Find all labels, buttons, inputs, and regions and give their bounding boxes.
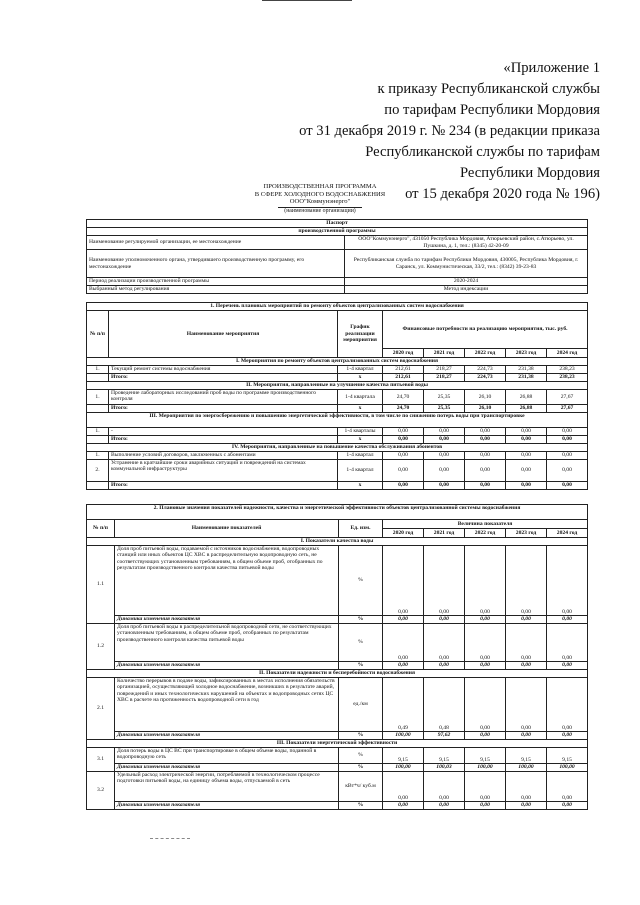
row-name: Доля проб питьевой воды, подаваемой с источников водоснабжения, водопроводных станций или иных объектов ЦС ХВС в распределительную водопроводную сеть, не соответствующих установленным требованиям, в общем объеме проб, отобранных по результатам производственного контроля качества питьевой воды — [115, 546, 339, 616]
row-value: 0,00 — [506, 452, 547, 460]
year-header: 2022 год — [465, 529, 506, 538]
row-value: 0,00 — [424, 460, 465, 482]
dynamics-value: 0,00 — [465, 732, 506, 740]
year-header: 2024 год — [547, 529, 588, 538]
group-title: IV. Мероприятия, направленные на повышение качества обслуживания абонентов — [87, 444, 588, 452]
table-row — [87, 460, 588, 482]
row-value: 224,73 — [465, 366, 506, 374]
dynamics-label: Динамика изменения показателя — [115, 662, 339, 670]
row-unit: ед./км — [339, 678, 383, 732]
passport-value: Метод индексации — [345, 286, 588, 294]
total-value: 238,23 — [547, 374, 588, 382]
row-value: 0,00 — [383, 428, 424, 436]
dynamics-row — [87, 764, 588, 772]
row-name: Доля потерь воды в ЦС ВС при транспортировке в общем объеме воды, поданной в водопроводную сеть — [115, 748, 339, 764]
row-schedule: 1-4 квартала — [338, 390, 383, 405]
total-value: 24,70 — [383, 405, 424, 413]
row-value: 0,00 — [506, 546, 547, 616]
total-label: Итого: — [109, 436, 338, 444]
total-row — [87, 436, 588, 444]
total-value: 0,00 — [383, 482, 424, 490]
dynamics-value: 0,00 — [383, 616, 424, 624]
dynamics-value: 0,00 — [547, 662, 588, 670]
year-header: 2023 год — [506, 529, 547, 538]
dynamics-unit: % — [339, 616, 383, 624]
dynamics-row — [87, 802, 588, 810]
total-row — [87, 374, 588, 382]
row-schedule: 1-4 квартал — [338, 460, 383, 482]
row-value: 0,00 — [465, 452, 506, 460]
row-unit: % — [339, 748, 383, 764]
row-value: 0,00 — [506, 460, 547, 482]
col-finance-header: Финансовые потребности на реализацию мероприятия, тыс. руб. — [383, 311, 588, 349]
total-row — [87, 405, 588, 413]
group-title: III. Мероприятия по энергосбережению и повышению энергетической эффективности, в том числе по снижению потерь воды при транспортировке — [87, 413, 588, 428]
total-label: Итого: — [109, 405, 338, 413]
scan-edge-mark — [262, 0, 352, 3]
row-value: 25,35 — [424, 390, 465, 405]
col-measure-header: Наименование мероприятия — [109, 311, 338, 358]
row-value: 212,61 — [383, 366, 424, 374]
passport-label: Выбранный метод регулирования — [87, 286, 345, 294]
program-title-line2: В СФЕРЕ ХОЛОДНОГО ВОДОСНАБЖЕНИЯ — [254, 190, 386, 198]
row-number: 3.1 — [87, 748, 115, 772]
dynamics-unit: % — [339, 732, 383, 740]
row-value: 0,49 — [383, 678, 424, 732]
total-schedule: х — [338, 374, 383, 382]
row-value: 0,00 — [547, 772, 588, 802]
dynamics-label: Динамика изменения показателя — [115, 764, 339, 772]
group-title: III. Показатели энергетической эффективности — [87, 740, 588, 748]
row-value: 9,15 — [547, 748, 588, 764]
row-value: 9,15 — [424, 748, 465, 764]
row-value: 9,15 — [506, 748, 547, 764]
group-title: II. Показатели надежности и бесперебойности водоснабжения — [87, 670, 588, 678]
table-row — [87, 748, 588, 764]
row-number: 2. — [87, 460, 109, 482]
total-value: 0,00 — [506, 436, 547, 444]
total-value: 0,00 — [506, 482, 547, 490]
row-value: 0,00 — [465, 772, 506, 802]
row-value: 218,27 — [424, 366, 465, 374]
row-number: 2.1 — [87, 678, 115, 740]
dynamics-row — [87, 616, 588, 624]
year-header: 2023 год — [506, 349, 547, 358]
year-header: 2020 год — [383, 349, 424, 358]
dynamics-value: 100,00 — [383, 732, 424, 740]
header-line: «Приложение 1 — [503, 60, 600, 76]
dynamics-value: 0,00 — [383, 802, 424, 810]
section2-title: 2. Плановые значения показателей надежности, качества и энергетической эффективности объектов централизованной системы водоснабжения — [87, 505, 588, 520]
row-number: 3.2 — [87, 772, 115, 810]
row-value: 9,15 — [465, 748, 506, 764]
table-row — [87, 678, 588, 732]
row-number: 1. — [87, 366, 109, 374]
dynamics-unit: % — [339, 764, 383, 772]
total-value: 0,00 — [465, 482, 506, 490]
year-header: 2022 год — [465, 349, 506, 358]
dynamics-value: 0,00 — [424, 662, 465, 670]
row-schedule: 1-4 квартал — [338, 452, 383, 460]
row-name: Удельный расход электрической энергии, потребляемой в технологическом процессе подготовки питьевой воды, на единицу объема воды, отпускаемой в сеть — [115, 772, 339, 802]
total-schedule: х — [338, 436, 383, 444]
table-row — [87, 428, 588, 436]
total-value: 218,27 — [424, 374, 465, 382]
passport-table — [86, 219, 588, 294]
table-row — [87, 546, 588, 616]
header-line: от 15 декабря 2020 года № 196) — [405, 186, 600, 202]
dynamics-value: 0,00 — [547, 802, 588, 810]
dynamics-value: 100,00 — [465, 764, 506, 772]
row-value: 0,00 — [424, 772, 465, 802]
row-name: - — [109, 428, 338, 436]
table-row — [87, 772, 588, 802]
row-value: 0,48 — [424, 678, 465, 732]
row-name: Проведение лабораторных исследований проб воды по программе производственного контроля — [109, 390, 338, 405]
dynamics-label: Динамика изменения показателя — [115, 732, 339, 740]
row-value: 0,00 — [424, 452, 465, 460]
total-row — [87, 482, 588, 490]
group-title: I. Показатели качества воды — [87, 538, 588, 546]
total-value: 0,00 — [424, 482, 465, 490]
row-value: 0,00 — [547, 460, 588, 482]
dynamics-value: 100,03 — [424, 764, 465, 772]
dynamics-value: 100,00 — [547, 764, 588, 772]
program-org-caption: (наименование организации) — [278, 207, 361, 216]
row-number: 1. — [87, 452, 109, 460]
row-value: 0,00 — [506, 678, 547, 732]
row-name: Доля проб питьевой воды в распределительной водопроводной сети, не соответствующих установленным требованиям, в общем объеме проб, отобранных по результатам производственного контроля качества питьевой воды — [115, 624, 339, 662]
year-header: 2024 год — [547, 349, 588, 358]
row-value: 0,00 — [465, 678, 506, 732]
col-unit-header: Ед. изм. — [339, 520, 383, 538]
header-line: по тарифам Республики Мордовия — [384, 102, 600, 118]
year-header: 2020 год — [383, 529, 424, 538]
header-line: Республиканской службы по тарифам — [365, 144, 600, 160]
row-unit: кВт*ч/ куб.м — [339, 772, 383, 802]
total-value: 0,00 — [383, 436, 424, 444]
passport-title: Паспорт — [87, 220, 588, 228]
row-number: 1.1 — [87, 546, 115, 624]
dynamics-value: 0,00 — [424, 802, 465, 810]
dynamics-value: 0,00 — [465, 616, 506, 624]
table-row — [87, 452, 588, 460]
row-value: 0,00 — [424, 428, 465, 436]
row-value: 0,00 — [424, 624, 465, 662]
dynamics-value: 97,62 — [424, 732, 465, 740]
indicators-table — [86, 504, 588, 810]
row-value: 0,00 — [383, 460, 424, 482]
dynamics-value: 0,00 — [506, 662, 547, 670]
col-indicator-header: Наименование показателей — [115, 520, 339, 538]
total-schedule: х — [338, 405, 383, 413]
dynamics-value: 0,00 — [465, 662, 506, 670]
dynamics-label: Динамика изменения показателя — [115, 802, 339, 810]
row-name: Выполнение условий договоров, заключенных с абонентами — [109, 452, 338, 460]
dynamics-label: Динамика изменения показателя — [115, 616, 339, 624]
total-label: Итого: — [109, 482, 338, 490]
row-value: 0,00 — [547, 546, 588, 616]
row-value: 238,23 — [547, 366, 588, 374]
total-value: 25,35 — [424, 405, 465, 413]
passport-value: Республиканская служба по тарифам Республики Мордовия, 430005, Республика Мордовия, г. Саранск, ул. Коммунистическая, 33/2, тел.: (8342) 39-23-83 — [345, 250, 588, 278]
col-number-header: № п/п — [87, 520, 115, 538]
passport-subtitle: производственной программы — [87, 228, 588, 236]
group-title: I. Мероприятия по ремонту объектов централизованных систем водоснабжения — [87, 358, 588, 366]
total-value: 224,73 — [465, 374, 506, 382]
dynamics-row — [87, 662, 588, 670]
row-value: 0,00 — [383, 772, 424, 802]
row-value: 0,00 — [465, 546, 506, 616]
passport-label: Наименование регулируемой организации, ее местонахождение — [87, 236, 345, 250]
dynamics-unit: % — [339, 662, 383, 670]
total-value: 212,61 — [383, 374, 424, 382]
passport-label: Наименование уполномоченного органа, утвердившего производственную программу, его местонахождение — [87, 250, 345, 278]
repair-measures-table — [86, 302, 588, 490]
header-line: к приказу Республиканской службы — [377, 81, 600, 97]
total-schedule: х — [338, 482, 383, 490]
row-value: 0,00 — [383, 546, 424, 616]
program-title-line1: ПРОИЗВОДСТВЕННАЯ ПРОГРАММА — [263, 183, 377, 190]
row-value: 0,00 — [547, 428, 588, 436]
row-name: Устранение в кратчайшие сроки аварийных ситуаций и повреждений на системах коммунальной инфраструктуры — [109, 460, 338, 482]
dynamics-value: 0,00 — [465, 802, 506, 810]
row-value: 0,00 — [506, 772, 547, 802]
total-value: 0,00 — [547, 436, 588, 444]
table-row — [87, 624, 588, 662]
row-value: 0,00 — [547, 624, 588, 662]
total-value: 0,00 — [547, 482, 588, 490]
row-value: 0,00 — [506, 428, 547, 436]
row-value: 26,88 — [506, 390, 547, 405]
row-name: Текущий ремонт системы водоснабжения — [109, 366, 338, 374]
passport-value: ООО"Коммунэнерго", 431050 Республика Мордовия, Атюрьевский район, с.Атюрьево, ул. Пушкина, д. 1, тел.: (8345) 42-20-09 — [345, 236, 588, 250]
program-org: ООО"Коммунэнерго" — [289, 198, 351, 206]
section1-title: 1. Перечень плановых мероприятий по ремонту объектов централизованных систем водоснабжения — [87, 303, 588, 311]
total-value: 26,10 — [465, 405, 506, 413]
table-row — [87, 390, 588, 405]
row-value: 27,67 — [547, 390, 588, 405]
row-unit: % — [339, 546, 383, 616]
program-title — [0, 183, 640, 215]
dynamics-value: 0,00 — [506, 616, 547, 624]
header-line: Республики Мордовия — [459, 165, 600, 181]
row-value: 0,00 — [547, 452, 588, 460]
row-value: 0,00 — [465, 460, 506, 482]
row-value: 0,00 — [383, 452, 424, 460]
row-schedule: 1-4 кварталы — [338, 428, 383, 436]
scan-artifact-mark — [150, 838, 190, 839]
total-value: 0,00 — [465, 436, 506, 444]
row-name: Количество перерывов в подаче воды, зафиксированных в местах исполнения обязательств организацией, осуществляющей холодное водоснабжение, возникших в результате аварий, повреждений и иных технологических нарушений на объектах и водопроводных сетях ЦС ХВС в расчете на протяженность водопроводной сети в год — [115, 678, 339, 732]
row-value: 9,15 — [383, 748, 424, 764]
passport-label: Период реализации производственной программы — [87, 278, 345, 286]
row-number: 1.2 — [87, 624, 115, 670]
row-value: 0,00 — [465, 428, 506, 436]
year-header: 2021 год — [424, 349, 465, 358]
total-value: 26,88 — [506, 405, 547, 413]
total-value: 0,00 — [424, 436, 465, 444]
row-value: 24,70 — [383, 390, 424, 405]
col-values-header: Величина показателя — [383, 520, 588, 529]
total-label: Итого: — [109, 374, 338, 382]
header-line: от 31 декабря 2019 г. № 234 (в редакции приказа — [299, 123, 600, 139]
group-title: II. Мероприятия, направленные на улучшение качества питьевой воды — [87, 382, 588, 390]
dynamics-value: 0,00 — [506, 732, 547, 740]
row-value: 231,38 — [506, 366, 547, 374]
year-header: 2021 год — [424, 529, 465, 538]
dynamics-row — [87, 732, 588, 740]
row-value: 0,00 — [424, 546, 465, 616]
total-value: 27,67 — [547, 405, 588, 413]
row-unit: % — [339, 624, 383, 662]
row-number: 1. — [87, 428, 109, 436]
dynamics-value: 0,00 — [424, 616, 465, 624]
row-value: 0,00 — [547, 678, 588, 732]
dynamics-value: 0,00 — [547, 616, 588, 624]
row-value: 26,10 — [465, 390, 506, 405]
dynamics-value: 0,00 — [383, 662, 424, 670]
total-value: 231,38 — [506, 374, 547, 382]
row-value: 0,00 — [465, 624, 506, 662]
row-schedule: 1-4 квартал — [338, 366, 383, 374]
row-value: 0,00 — [383, 624, 424, 662]
row-number: 1. — [87, 390, 109, 405]
dynamics-value: 0,00 — [506, 802, 547, 810]
dynamics-unit: % — [339, 802, 383, 810]
dynamics-value: 0,00 — [547, 732, 588, 740]
dynamics-value: 100,00 — [383, 764, 424, 772]
row-value: 0,00 — [506, 624, 547, 662]
dynamics-value: 100,00 — [506, 764, 547, 772]
passport-value: 2020-2024 — [345, 278, 588, 286]
table-row — [87, 366, 588, 374]
col-schedule-header: График реализации мероприятия — [338, 311, 383, 358]
col-number-header: № п/п — [87, 311, 109, 358]
